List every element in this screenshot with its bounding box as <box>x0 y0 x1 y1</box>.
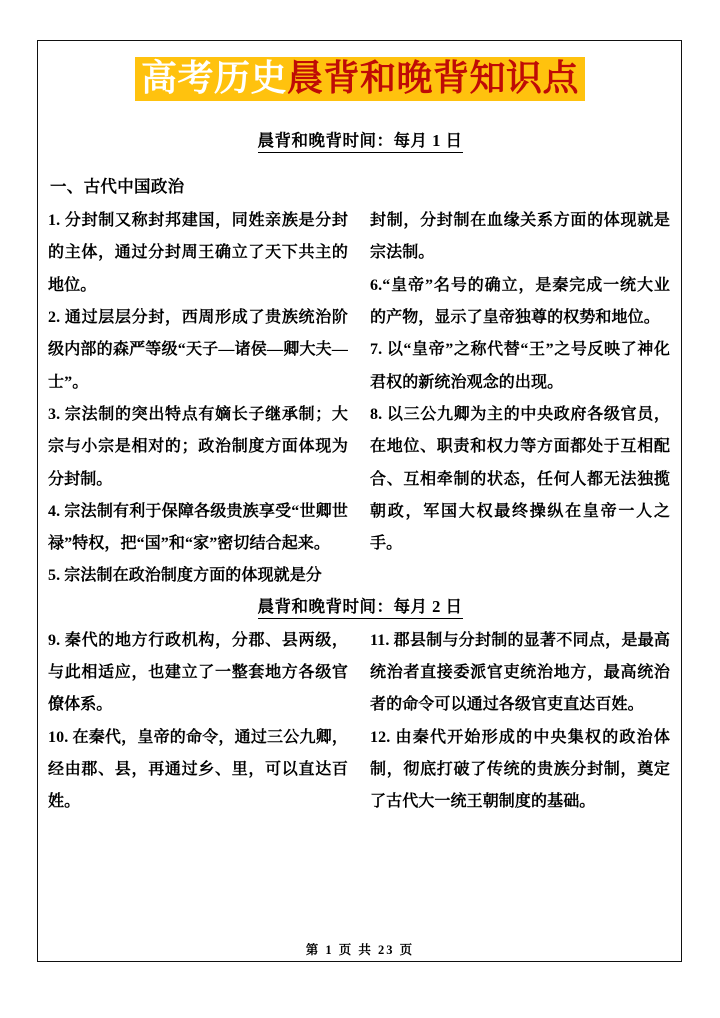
section-one-band-label: 晨背和晚背时间：每月 1 日 <box>258 127 463 153</box>
section-one-columns <box>48 205 672 593</box>
knowledge-item: 5. 宗法制在政治制度方面的体现就是分 <box>48 567 322 585</box>
section-two-right-column <box>370 625 670 819</box>
section-one-band <box>48 127 672 153</box>
knowledge-item: 8. 以三公九卿为主的中央政府各级官员，在地位、职责和权力等方面都处于互相配合、互相牵制的状态，任何人都无法独揽朝政，军国大权最终操纵在皇帝一人之手。 <box>370 405 670 553</box>
knowledge-item: 7. 以“皇帝”之称代替“王”之号反映了神化君权的新统治观念的出现。 <box>370 341 670 391</box>
section-two-band-label: 晨背和晚背时间：每月 2 日 <box>258 593 463 619</box>
knowledge-item: 封制，分封制在血缘关系方面的体现就是宗法制。 <box>370 212 670 262</box>
knowledge-item: 6.“皇帝”名号的确立，是秦完成一统大业的产物，显示了皇帝独尊的权势和地位。 <box>370 276 670 326</box>
title-text-red: 晨背和晚背知识点 <box>287 58 580 98</box>
title-text-white: 高考历史 <box>140 58 287 98</box>
knowledge-item: 12. 由秦代开始形成的中央集权的政治体制，彻底打破了传统的贵族分封制，奠定了古代大一统王朝制度的基础。 <box>370 728 670 811</box>
section-one-left-column <box>48 205 348 593</box>
knowledge-item: 1. 分封制又称封邦建国，同姓亲族是分封的主体，通过分封周王确立了天下共主的地位。 <box>48 212 348 294</box>
knowledge-item: 2. 通过层层分封，西周形成了贵族统治阶级内部的森严等级“天子—诸侯—卿大夫—士”。 <box>48 308 348 391</box>
knowledge-item: 3. 宗法制的突出特点有嫡长子继承制；大宗与小宗是相对的；政治制度方面体现为分封制。 <box>48 405 348 488</box>
title-highlight-band <box>135 57 585 101</box>
page-title <box>48 57 672 101</box>
section-two-band <box>48 593 672 619</box>
section-one-right-column <box>370 205 670 593</box>
knowledge-item: 4. 宗法制有利于保障各级贵族享受“世卿世禄”特权，把“国”和“家”密切结合起来。 <box>48 502 348 553</box>
page-footer: 第 1 页 共 23 页 <box>305 943 415 957</box>
page-content <box>48 48 672 954</box>
section-two-left-column <box>48 625 348 819</box>
section-two-columns <box>48 625 672 819</box>
knowledge-item: 9. 秦代的地方行政机构，分郡、县两级，与此相适应，也建立了一整套地方各级官僚体系。 <box>48 631 348 714</box>
knowledge-item: 10. 在秦代，皇帝的命令，通过三公九卿，经由郡、县，再通过乡、里，可以直达百姓。 <box>48 728 348 811</box>
knowledge-item: 11. 郡县制与分封制的显著不同点，是最高统治者直接委派官吏统治地方，最高统治者的命令可以通过各级官吏直达百姓。 <box>370 631 670 714</box>
category-heading: 一、古代中国政治 <box>50 177 185 196</box>
